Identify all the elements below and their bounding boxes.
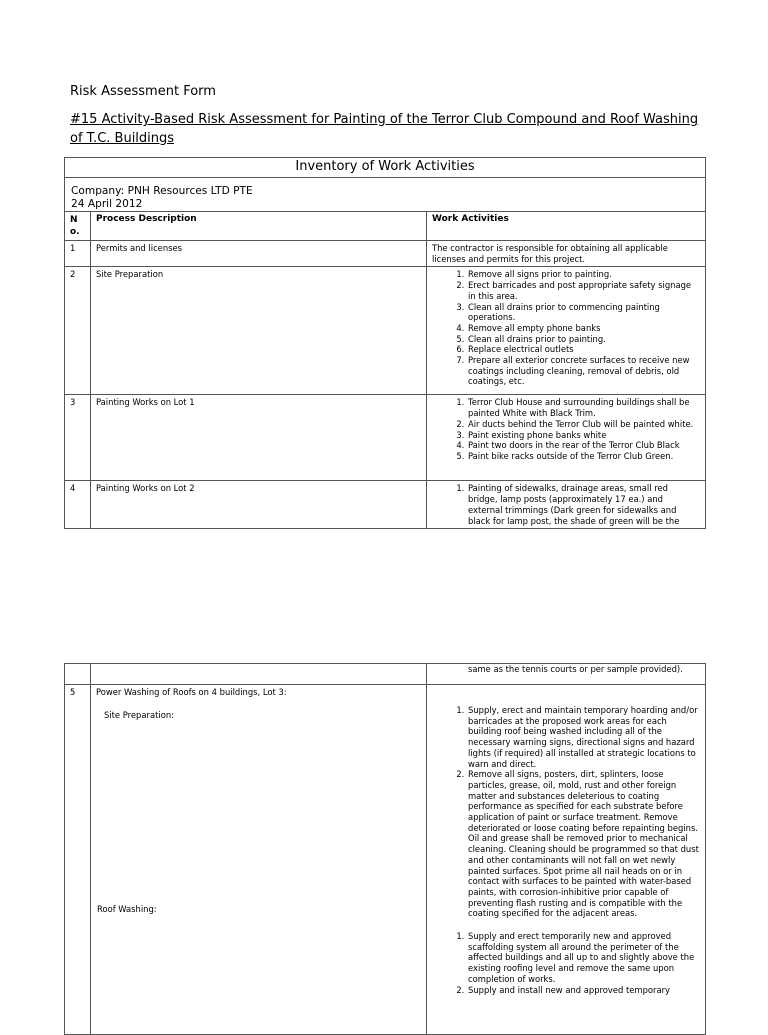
process-description: Painting Works on Lot 2 — [91, 481, 427, 529]
table-row — [65, 267, 706, 395]
inventory-header: Inventory of Work Activities — [65, 158, 706, 178]
row-number: 5 — [65, 685, 91, 1035]
list-item: 1. Supply and erect temporarily new and approved scaffolding system all around the perimeter of the affected buildings and all up to and slightly above the existing roofing level and remove the same upon completion of works. — [467, 931, 700, 985]
work-activities — [427, 267, 706, 395]
inventory-table — [64, 157, 706, 529]
list-item: 2. Supply and install new and approved temporary — [467, 985, 700, 996]
work-activities — [427, 685, 706, 1035]
work-activities: The contractor is responsible for obtaining all applicable licenses and permits for this project. — [427, 241, 706, 267]
col-header-activities: Work Activities — [427, 212, 706, 241]
empty-cell — [91, 664, 427, 685]
col-header-no: No. — [65, 212, 91, 241]
table-row — [65, 481, 706, 529]
list-item: 1. Remove all signs prior to painting. — [467, 269, 700, 280]
list-item: 5. Clean all drains prior to painting. — [467, 334, 700, 345]
process-description: Permits and licenses — [91, 241, 427, 267]
roof-washing-label: Roof Washing: — [97, 904, 157, 914]
row-number: 4 — [65, 481, 91, 529]
process-description: Painting Works on Lot 1 — [91, 395, 427, 481]
work-activities — [427, 481, 706, 529]
row-number: 3 — [65, 395, 91, 481]
table-row — [65, 395, 706, 481]
inventory-table-continued — [64, 663, 706, 1035]
company-name: Company: PNH Resources LTD PTE — [71, 185, 253, 197]
list-item: 7. Prepare all exterior concrete surfaces to receive new coatings including cleaning, removal of debris, old coatings, etc. — [467, 355, 700, 387]
empty-cell — [65, 664, 91, 685]
table-row — [65, 241, 706, 267]
row-number: 1 — [65, 241, 91, 267]
list-item: 6. Replace electrical outlets — [467, 344, 700, 355]
assessment-date: 24 April 2012 — [71, 198, 143, 210]
table-row — [65, 685, 706, 1035]
list-item: 4. Paint two doors in the rear of the Terror Club Black — [467, 440, 700, 451]
list-item: 5. Paint bike racks outside of the Terror Club Green. — [467, 451, 700, 462]
list-item: 4. Remove all empty phone banks — [467, 323, 700, 334]
process-description: Site Preparation — [91, 267, 427, 395]
document-title: #15 Activity-Based Risk Assessment for Painting of the Terror Club Compound and Roof Washing of T.C. Buildings — [70, 112, 699, 146]
list-item: 1. Supply, erect and maintain temporary hoarding and/or barricades at the proposed work areas for each building roof being washed including all of the necessary warning signs, directional signs and hazard lights (if required) all installed at strategic locations to warn and direct. — [467, 705, 700, 769]
list-item: 2. Remove all signs, posters, dirt, splinters, loose particles, grease, oil, mold, rust and other foreign matter and substances deleterious to coating performance as specified for each substrate before application of paint or surface treatment. Remove deteriorated or loose coating before repainting begins. Oil and grease shall be removed prior to mechanical cleaning. Cleaning should be programmed so that dust and other contaminants will not fall on wet newly painted surfaces. Spot prime all nail heads on or in contact with surfaces to be painted with water-based paints, with corrosion-inhibitive prior capable of preventing flash rusting and is compatible with the coating specified for the adjacent areas. — [467, 769, 700, 919]
col-header-process: Process Description — [91, 212, 427, 241]
process-description — [91, 685, 427, 1035]
list-item: 1. Terror Club House and surrounding buildings shall be painted White with Black Trim. — [467, 397, 700, 418]
company-info — [65, 178, 706, 212]
list-item: 3. Clean all drains prior to commencing painting operations. — [467, 302, 700, 323]
list-item: 2. Air ducts behind the Terror Club will be painted white. — [467, 419, 700, 430]
work-activities — [427, 664, 706, 685]
process-title: Power Washing of Roofs on 4 buildings, Lot 3: — [96, 687, 287, 697]
work-activities — [427, 395, 706, 481]
list-item: 2. Erect barricades and post appropriate safety signage in this area. — [467, 280, 700, 301]
continued-text: same as the tennis courts or per sample provided). — [468, 664, 683, 674]
table-row — [65, 664, 706, 685]
form-title: Risk Assessment Form — [70, 84, 216, 99]
row-number: 2 — [65, 267, 91, 395]
list-item: 3. Paint existing phone banks white — [467, 430, 700, 441]
site-preparation-label: Site Preparation: — [104, 710, 174, 720]
list-item: 1. Painting of sidewalks, drainage areas, small red bridge, lamp posts (approximately 17 ea.) and external trimmings (Dark green for sidewalks and black for lamp post, the shade of green will be the — [467, 483, 700, 526]
